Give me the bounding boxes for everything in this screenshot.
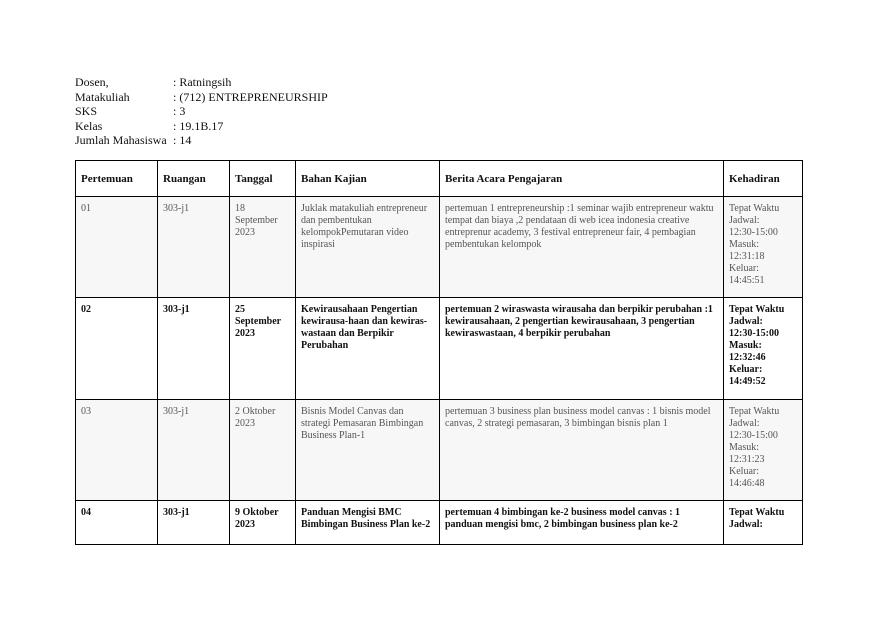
kehadiran-keluar-value: 14:45:51 <box>729 275 765 286</box>
attendance-table <box>75 160 803 545</box>
column-header-bahan-kajian: Bahan Kajian <box>296 161 440 197</box>
kehadiran-status: Tepat Waktu <box>729 507 785 518</box>
cell-pertemuan: 01 <box>76 197 158 298</box>
info-row-kelas <box>75 119 328 134</box>
kehadiran-masuk-value: 12:31:18 <box>729 251 765 262</box>
cell-ruangan: 303-j1 <box>158 400 230 501</box>
cell-pertemuan: 03 <box>76 400 158 501</box>
cell-ruangan: 303-j1 <box>158 298 230 400</box>
cell-tanggal: 9 Oktober 2023 <box>230 501 296 545</box>
info-row-matakuliah <box>75 90 328 105</box>
info-row-jumlah-mahasiswa <box>75 133 328 148</box>
cell-bahan-kajian: Juklak matakuliah entrepreneur dan pembentukan kelompokPemutaran video inspirasi <box>296 197 440 298</box>
info-value: : 14 <box>173 133 192 147</box>
table-row <box>76 298 803 400</box>
table-row <box>76 400 803 501</box>
cell-tanggal: 18 September 2023 <box>230 197 296 298</box>
cell-berita-acara: pertemuan 4 bimbingan ke-2 business model canvas : 1 panduan mengisi bmc, 2 bimbingan business plan ke-2 <box>440 501 724 545</box>
cell-ruangan: 303-j1 <box>158 501 230 545</box>
table-row <box>76 501 803 545</box>
info-value: : Ratningsih <box>173 75 232 89</box>
table-row <box>76 197 803 298</box>
kehadiran-keluar-value: 14:46:48 <box>729 478 765 489</box>
cell-kehadiran <box>724 400 803 501</box>
info-value: : 3 <box>173 104 186 118</box>
cell-tanggal: 2 Oktober 2023 <box>230 400 296 501</box>
table-header-row <box>76 161 803 197</box>
kehadiran-masuk-value: 12:32:46 <box>729 352 766 363</box>
cell-berita-acara: pertemuan 1 entrepreneurship :1 seminar wajib entrepreneur waktu tempat dan biaya ,2 pendataan di web icea indonesia creative entreprenur academy, 3 festival entrepreneur fair, 4 pembagian pembentukan kelompok <box>440 197 724 298</box>
cell-bahan-kajian: Kewirausahaan Pengertian kewirausa-haan dan kewiras-wastaan dan Berpikir Perubahan <box>296 298 440 400</box>
cell-bahan-kajian: Bisnis Model Canvas dan strategi Pemasaran Bimbingan Business Plan-1 <box>296 400 440 501</box>
kehadiran-jadwal-label: Jadwal: <box>729 316 763 327</box>
kehadiran-keluar-label: Keluar: <box>729 466 759 477</box>
info-row-sks <box>75 104 328 119</box>
kehadiran-keluar-label: Keluar: <box>729 364 763 375</box>
info-label: Kelas <box>75 118 103 133</box>
cell-pertemuan: 04 <box>76 501 158 545</box>
info-value: : 19.1B.17 <box>173 118 224 133</box>
kehadiran-jadwal-value: 12:30-15:00 <box>729 227 778 238</box>
info-row-dosen <box>75 75 328 90</box>
kehadiran-masuk-value: 12:31:23 <box>729 454 765 465</box>
info-label: SKS <box>75 104 98 118</box>
column-header-kehadiran: Kehadiran <box>724 161 803 197</box>
column-header-pertemuan: Pertemuan <box>76 161 158 197</box>
cell-pertemuan: 02 <box>76 298 158 400</box>
kehadiran-status: Tepat Waktu <box>729 203 780 214</box>
kehadiran-masuk-label: Masuk: <box>729 442 759 453</box>
kehadiran-masuk-label: Masuk: <box>729 239 759 250</box>
cell-tanggal: 25 September 2023 <box>230 298 296 400</box>
cell-kehadiran <box>724 501 803 545</box>
column-header-tanggal: Tanggal <box>230 161 296 197</box>
kehadiran-jadwal-value: 12:30-15:00 <box>729 328 779 339</box>
info-label: Matakuliah <box>75 89 130 104</box>
info-label: Dosen, <box>75 75 109 89</box>
kehadiran-keluar-label: Keluar: <box>729 263 759 274</box>
column-header-berita-acara: Berita Acara Pengajaran <box>440 161 724 197</box>
cell-berita-acara: pertemuan 3 business plan business model canvas : 1 bisnis model canvas, 2 strategi pemasaran, 3 bimbingan bisnis plan 1 <box>440 400 724 501</box>
kehadiran-status: Tepat Waktu <box>729 406 780 417</box>
cell-kehadiran <box>724 197 803 298</box>
kehadiran-masuk-label: Masuk: <box>729 340 762 351</box>
cell-kehadiran <box>724 298 803 400</box>
cell-berita-acara: pertemuan 2 wiraswasta wirausaha dan berpikir perubahan :1 kewirausahaan, 2 pengertian kewirausahaan, 3 pengertian kewiraswastaan, 4 berpikir perubahan <box>440 298 724 400</box>
course-info <box>75 75 328 148</box>
kehadiran-status: Tepat Waktu <box>729 304 785 315</box>
kehadiran-jadwal-label: Jadwal: <box>729 215 760 226</box>
kehadiran-keluar-value: 14:49:52 <box>729 376 766 387</box>
kehadiran-jadwal-value: 12:30-15:00 <box>729 430 778 441</box>
cell-bahan-kajian: Panduan Mengisi BMC Bimbingan Business Plan ke-2 <box>296 501 440 545</box>
column-header-ruangan: Ruangan <box>158 161 230 197</box>
info-value: : (712) ENTREPRENEURSHIP <box>173 89 328 104</box>
cell-ruangan: 303-j1 <box>158 197 230 298</box>
info-label: Jumlah Mahasiswa <box>75 133 167 147</box>
kehadiran-jadwal-label: Jadwal: <box>729 519 763 530</box>
kehadiran-jadwal-label: Jadwal: <box>729 418 760 429</box>
